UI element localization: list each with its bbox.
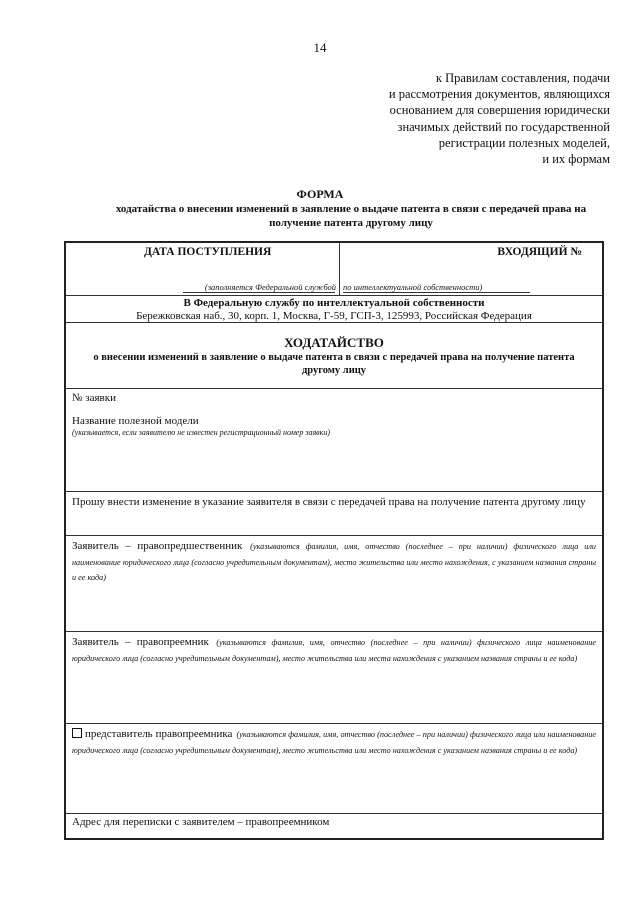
petition-subtitle: о внесении изменений в заявление о выдаче патента в связи с передачей права на получение патента другому лицу	[93, 352, 575, 376]
receipt-note-left: (заполняется Федеральной службой	[204, 282, 336, 292]
successor-label: Заявитель – правопреемник	[72, 636, 209, 648]
form-heading: ФОРМА	[296, 187, 344, 201]
successor-details: (указываются фамилия, имя, отчество (последнее – при наличии) физического лица наименование юридического лица (согласно учредительным документам), место жительства или места нахождения с указанием названия страны и ее кода)	[72, 638, 596, 663]
receipt-note-right: по интеллектуальной собственности)	[343, 282, 483, 292]
form-frame	[64, 241, 604, 840]
petition-section	[66, 323, 602, 389]
addressee-name: В Федеральную службу по интеллектуальной собственности	[183, 297, 485, 309]
utility-model-name-label: Название полезной модели	[72, 415, 199, 427]
preamble-line: основанием для совершения юридически	[389, 103, 610, 118]
receipt-date-label: ДАТА ПОСТУПЛЕНИЯ	[144, 246, 272, 258]
petition-title: ХОДАТАЙСТВО	[284, 335, 384, 350]
receipt-date-cell	[66, 243, 340, 295]
representative-details: (указываются фамилия, имя, отчество (последнее – при наличии) физического лица или наименование юридического лица (согласно учредительным документам), место жительства или место нахождения с указанием названия страны и ее кода)	[72, 730, 597, 755]
addressee-address: Бережковская наб., 30, корп. 1, Москва, Г-59, ГСП-3, 125993, Российская Федерация	[136, 309, 532, 322]
receipt-section	[66, 243, 602, 296]
receipt-incoming-cell	[339, 243, 602, 295]
preamble-line: к Правилам составления, подачи	[435, 71, 610, 85]
preamble-line: и рассмотрения документов, являющихся	[388, 87, 610, 102]
representative-section[interactable]	[66, 724, 602, 814]
request-section: Прошу внести изменение в указание заявителя в связи с передачей права на получение патента другому лицу	[66, 492, 602, 536]
predecessor-label: Заявитель – правопредшественник	[72, 540, 243, 552]
predecessor-section[interactable]	[66, 536, 602, 632]
predecessor-details: (указываются фамилия, имя, отчество (последнее – при наличии) физического лица или наименование юридического лица (согласно учредительным документам), место жительства или место нахождения, с указанием названия страны и ее кода)	[72, 542, 596, 582]
representative-checkbox[interactable]	[72, 728, 82, 738]
addressee-section	[66, 296, 602, 323]
correspondence-label: Адрес для переписки с заявителем – правопреемником	[72, 816, 330, 828]
preamble-line: значимых действий по государственной	[397, 119, 610, 134]
successor-section[interactable]	[66, 632, 602, 724]
preamble-line: и их формам	[542, 152, 610, 167]
correspondence-section[interactable]	[66, 814, 602, 840]
page-number: 14	[313, 40, 327, 55]
utility-model-note: (указывается, если заявителю не известен регистрационный номер заявки)	[72, 428, 331, 437]
application-number-label: № заявки	[72, 392, 116, 404]
application-section[interactable]	[66, 389, 602, 492]
representative-label: представитель правопреемника	[85, 728, 233, 740]
preamble-line: регистрации полезных моделей,	[438, 135, 610, 150]
preamble	[389, 70, 610, 167]
form-subheading: ходатайства о внесении изменений в заявление о выдаче патента в связи с передачей права на получение патента другому лицу	[115, 203, 587, 229]
divider	[183, 292, 335, 293]
divider	[343, 292, 530, 293]
receipt-incoming-label: ВХОДЯЩИЙ №	[497, 246, 582, 258]
